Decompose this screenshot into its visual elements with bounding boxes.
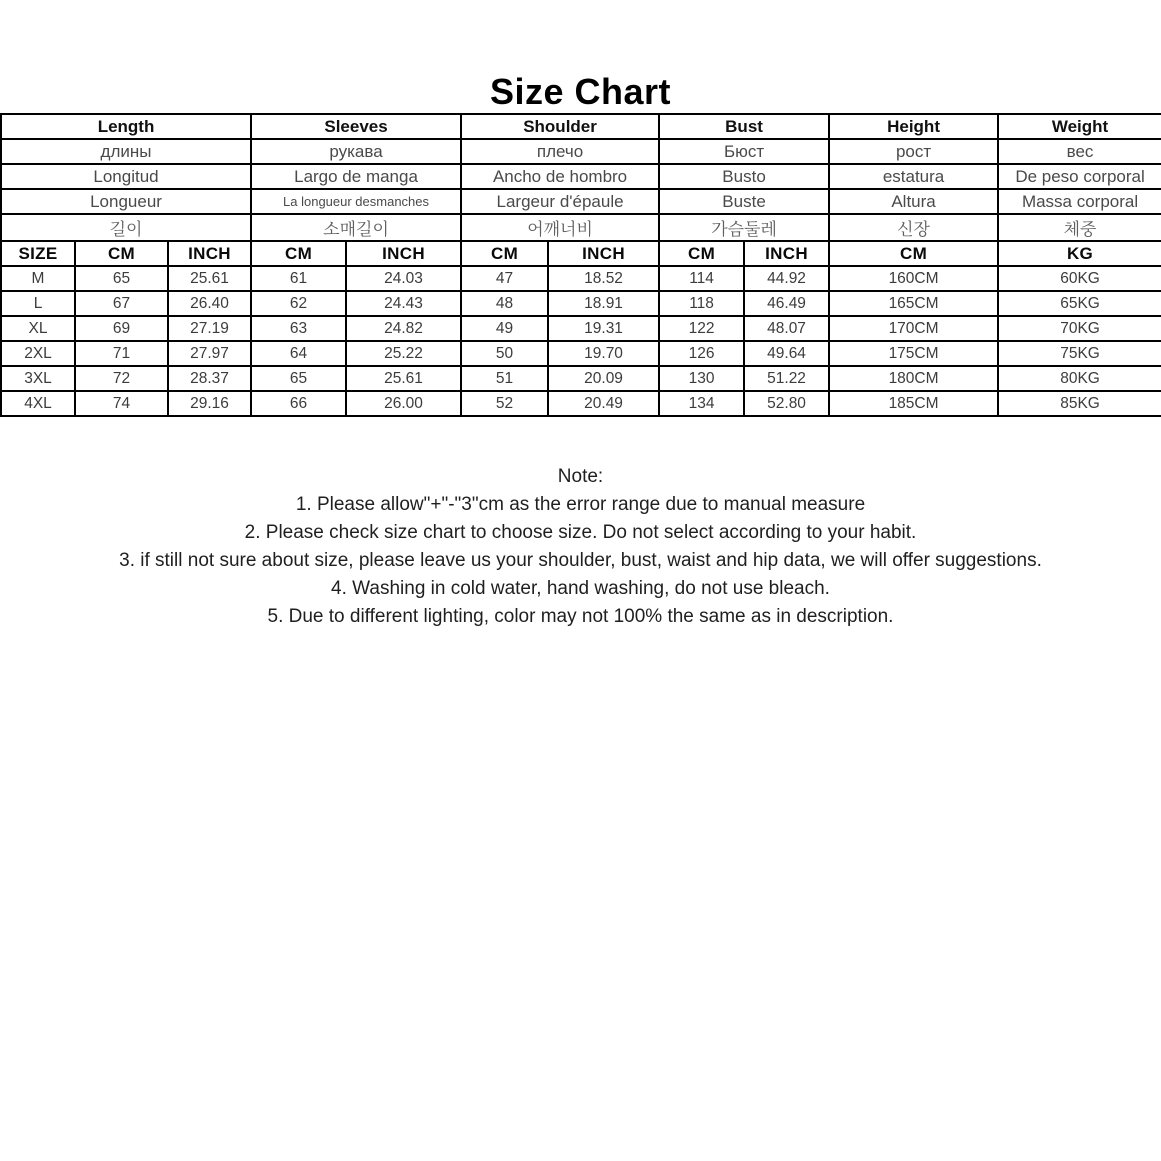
bust-cm: 122 (659, 316, 744, 341)
height-cm: 170CM (829, 316, 998, 341)
length-cm: 69 (75, 316, 168, 341)
notes-heading: Note: (557, 466, 604, 487)
shoulder-inch: 19.31 (548, 316, 659, 341)
length-inch: 29.16 (168, 391, 251, 416)
shoulder-cm: 49 (461, 316, 548, 341)
shoulder-inch: 18.91 (548, 291, 659, 316)
header-row-russian (1, 139, 1161, 164)
shoulder-cm: 52 (461, 391, 548, 416)
length-cm: 74 (75, 391, 168, 416)
length-inch: 27.97 (168, 341, 251, 366)
shoulder-cm: 47 (461, 266, 548, 291)
header-ko-height: 신장 (829, 214, 998, 241)
sleeves-cm-header: CM (251, 241, 346, 266)
shoulder-inch: 20.09 (548, 366, 659, 391)
length-inch: 27.19 (168, 316, 251, 341)
sleeves-cm: 65 (251, 366, 346, 391)
height-cm: 165CM (829, 291, 998, 316)
unit-header-row (1, 241, 1161, 266)
sleeves-inch: 26.00 (346, 391, 461, 416)
length-inch: 26.40 (168, 291, 251, 316)
notes-section (0, 463, 1161, 631)
height-cm: 160CM (829, 266, 998, 291)
height-cm: 175CM (829, 341, 998, 366)
header-fr-weight: Massa corporal (998, 189, 1161, 214)
title-area (0, 0, 1161, 113)
weight-kg: 75KG (998, 341, 1161, 366)
header-ko-shoulder: 어깨너비 (461, 214, 659, 241)
header-es-shoulder: Ancho de hombro (461, 164, 659, 189)
header-fr-height: Altura (829, 189, 998, 214)
shoulder-inch-header: INCH (548, 241, 659, 266)
bust-inch: 51.22 (744, 366, 829, 391)
length-cm: 72 (75, 366, 168, 391)
bust-cm: 126 (659, 341, 744, 366)
note-line-5: 5. Due to different lighting, color may not 100% the same as in description. (267, 606, 894, 627)
size-label: L (1, 291, 75, 316)
header-en-height: Height (829, 114, 998, 139)
weight-kg-header: KG (998, 241, 1161, 266)
shoulder-cm: 50 (461, 341, 548, 366)
length-cm: 71 (75, 341, 168, 366)
sleeves-cm: 62 (251, 291, 346, 316)
sleeves-inch: 25.22 (346, 341, 461, 366)
weight-kg: 65KG (998, 291, 1161, 316)
shoulder-inch: 20.49 (548, 391, 659, 416)
size-row-3xl (1, 366, 1161, 391)
header-row-korean (1, 214, 1161, 241)
height-cm: 185CM (829, 391, 998, 416)
bust-inch: 46.49 (744, 291, 829, 316)
header-row-french (1, 189, 1161, 214)
header-en-sleeves: Sleeves (251, 114, 461, 139)
size-label: 4XL (1, 391, 75, 416)
header-es-length: Longitud (1, 164, 251, 189)
size-label: M (1, 266, 75, 291)
header-en-bust: Bust (659, 114, 829, 139)
bust-cm: 134 (659, 391, 744, 416)
header-ru-height: рост (829, 139, 998, 164)
size-table (0, 113, 1161, 417)
bust-inch: 52.80 (744, 391, 829, 416)
length-inch: 25.61 (168, 266, 251, 291)
shoulder-cm-header: CM (461, 241, 548, 266)
length-cm: 65 (75, 266, 168, 291)
size-column-header: SIZE (1, 241, 75, 266)
note-line-4: 4. Washing in cold water, hand washing, do not use bleach. (331, 578, 830, 599)
note-line-1: 1. Please allow"+"-"3"cm as the error range due to manual measure (295, 494, 866, 515)
header-ko-length: 길이 (1, 214, 251, 241)
header-ru-sleeves: рукава (251, 139, 461, 164)
sleeves-inch: 24.03 (346, 266, 461, 291)
header-ru-length: длины (1, 139, 251, 164)
size-row-l (1, 291, 1161, 316)
bust-inch: 44.92 (744, 266, 829, 291)
shoulder-cm: 51 (461, 366, 548, 391)
header-es-height: estatura (829, 164, 998, 189)
sleeves-inch: 24.43 (346, 291, 461, 316)
shoulder-cm: 48 (461, 291, 548, 316)
header-ru-weight: вес (998, 139, 1161, 164)
header-ko-sleeves: 소매길이 (251, 214, 461, 241)
header-ru-shoulder: плечо (461, 139, 659, 164)
weight-kg: 85KG (998, 391, 1161, 416)
bust-inch-header: INCH (744, 241, 829, 266)
length-cm-header: CM (75, 241, 168, 266)
note-line-2: 2. Please check size chart to choose size. Do not select according to your habit. (244, 522, 917, 543)
header-ru-bust: Бюст (659, 139, 829, 164)
sleeves-cm: 64 (251, 341, 346, 366)
sleeves-cm: 66 (251, 391, 346, 416)
sleeves-cm: 61 (251, 266, 346, 291)
header-en-length: Length (1, 114, 251, 139)
size-row-m (1, 266, 1161, 291)
weight-kg: 70KG (998, 316, 1161, 341)
shoulder-inch: 19.70 (548, 341, 659, 366)
header-en-weight: Weight (998, 114, 1161, 139)
header-es-bust: Busto (659, 164, 829, 189)
size-row-4xl (1, 391, 1161, 416)
bust-cm: 118 (659, 291, 744, 316)
height-cm: 180CM (829, 366, 998, 391)
sleeves-inch-header: INCH (346, 241, 461, 266)
size-label: 3XL (1, 366, 75, 391)
bust-inch: 48.07 (744, 316, 829, 341)
height-cm-header: CM (829, 241, 998, 266)
length-inch: 28.37 (168, 366, 251, 391)
size-row-2xl (1, 341, 1161, 366)
length-inch-header: INCH (168, 241, 251, 266)
header-fr-sleeves: La longueur desmanches (251, 189, 461, 214)
sleeves-inch: 24.82 (346, 316, 461, 341)
header-en-shoulder: Shoulder (461, 114, 659, 139)
shoulder-inch: 18.52 (548, 266, 659, 291)
size-label: XL (1, 316, 75, 341)
header-ko-weight: 체중 (998, 214, 1161, 241)
bust-cm: 114 (659, 266, 744, 291)
header-es-sleeves: Largo de manga (251, 164, 461, 189)
header-fr-length: Longueur (1, 189, 251, 214)
header-ko-bust: 가슴둘레 (659, 214, 829, 241)
weight-kg: 80KG (998, 366, 1161, 391)
header-row-english (1, 114, 1161, 139)
bust-cm-header: CM (659, 241, 744, 266)
weight-kg: 60KG (998, 266, 1161, 291)
length-cm: 67 (75, 291, 168, 316)
sleeves-cm: 63 (251, 316, 346, 341)
sleeves-inch: 25.61 (346, 366, 461, 391)
header-fr-shoulder: Largeur d'épaule (461, 189, 659, 214)
header-es-weight: De peso corporal (998, 164, 1161, 189)
bust-inch: 49.64 (744, 341, 829, 366)
bust-cm: 130 (659, 366, 744, 391)
size-row-xl (1, 316, 1161, 341)
page-title: Size Chart (489, 71, 672, 112)
note-line-3: 3. if still not sure about size, please leave us your shoulder, bust, waist and hip data, we will offer suggestions. (119, 550, 1042, 571)
header-row-spanish (1, 164, 1161, 189)
size-label: 2XL (1, 341, 75, 366)
header-fr-bust: Buste (659, 189, 829, 214)
